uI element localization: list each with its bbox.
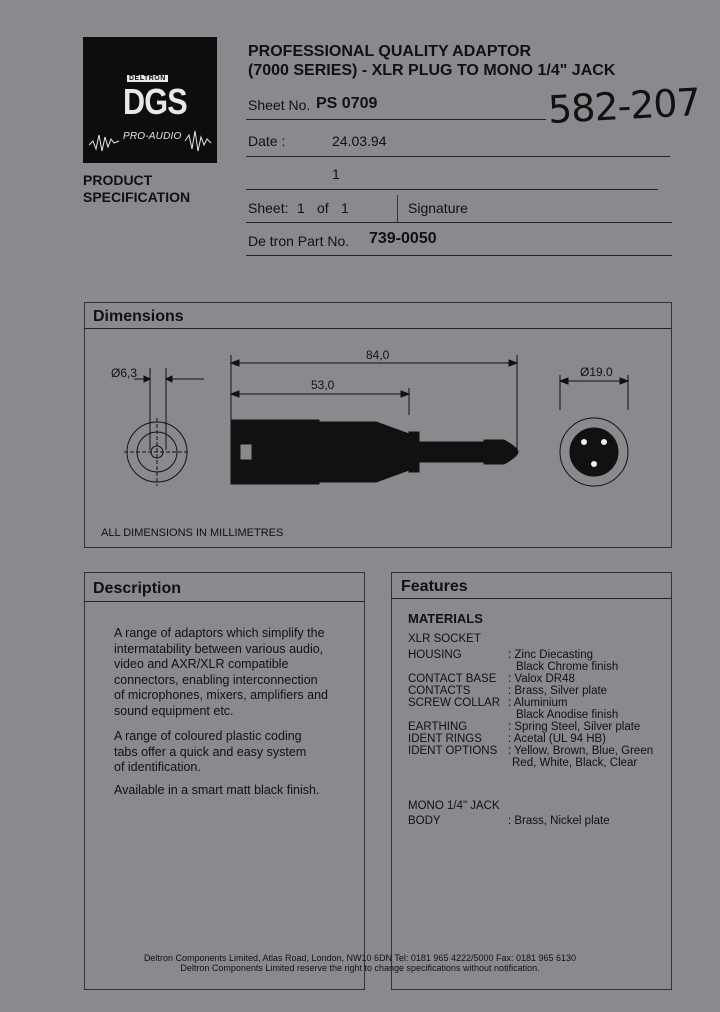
divider	[397, 195, 398, 223]
logo-brand-top: DELTRON	[129, 75, 166, 82]
xlr-end-view	[560, 375, 628, 486]
material-row: SCREW COLLAR : Aluminium	[408, 697, 568, 709]
description-paragraph: A range of adaptors which simplify the intermatability between various audio, video and AXR/XLR compatible connectors, enabling interconnection of microphones, mixers, amplifiers and sound equipment etc.	[114, 626, 328, 718]
date-value: 24.03.94	[332, 133, 387, 149]
material-row: Black Chrome finish	[516, 661, 619, 673]
footer-address: Deltron Components Limited, Atlas Road, London, NW10 6DN Tel: 0181 965 4222/5000 Fax: 0181 965 6130	[143, 953, 577, 963]
divider	[84, 328, 671, 329]
sheet-no-label: Sheet No.	[248, 97, 311, 113]
material-row: IDENT RINGS : Acetal (UL 94 HB)	[408, 733, 607, 745]
xlr-socket-heading: XLR SOCKET	[408, 633, 481, 645]
material-row: Red, White, Black, Clear	[512, 757, 638, 769]
adaptor-side-view	[231, 355, 518, 484]
divider	[246, 222, 672, 223]
material-row: Black Anodise finish	[516, 709, 619, 721]
divider	[391, 598, 671, 599]
xlr-diameter-label: Ø19.0	[580, 365, 613, 379]
description-heading: Description	[93, 580, 182, 597]
logo-brand-sub: PRO-AUDIO	[123, 131, 182, 142]
material-row: EARTHING : Spring Steel, Silver plate	[408, 721, 641, 733]
date-label: Date :	[248, 133, 286, 149]
dimensions-note: ALL DIMENSIONS IN MILLIMETRES	[101, 527, 284, 539]
features-heading: Features	[401, 578, 468, 595]
sheet-no-value: PS 0709	[316, 95, 378, 112]
description-paragraph: A range of coloured plastic coding tabs offer a quick and easy system of identification.	[114, 729, 307, 774]
issue-no-value: 1	[332, 166, 340, 182]
footer-disclaimer: Deltron Components Limited reserve the right to change specifications without notification.	[180, 963, 540, 973]
of-label: of	[317, 200, 329, 216]
materials-heading: MATERIALS	[408, 611, 483, 626]
divider	[84, 601, 364, 602]
of-value: 1	[341, 200, 349, 216]
divider	[246, 255, 672, 256]
logo-waveform-icon	[89, 121, 213, 157]
dimensions-heading: Dimensions	[93, 308, 184, 325]
part-no-label: De tron Part No.	[248, 233, 350, 249]
divider	[246, 156, 670, 157]
material-row: IDENT OPTIONS : Yellow, Brown, Blue, Green	[408, 745, 654, 757]
material-row: CONTACT BASE : Valox DR48	[408, 673, 575, 685]
logo-brand-main: DGS	[123, 81, 187, 122]
material-row: BODY : Brass, Nickel plate	[408, 815, 610, 827]
jack-end-view	[124, 368, 204, 486]
sheet-value: 1	[297, 200, 305, 216]
material-row: HOUSING : Zinc Diecasting	[408, 649, 594, 661]
divider	[246, 119, 546, 120]
overall-length-label: 84,0	[366, 348, 390, 362]
signature-label: Signature	[408, 200, 468, 216]
company-logo	[83, 37, 217, 163]
xlr-materials-list	[408, 649, 668, 769]
material-row: CONTACTS : Brass, Silver plate	[408, 685, 608, 697]
jack-materials-list	[408, 815, 668, 827]
document-title: PROFESSIONAL QUALITY ADAPTOR (7000 SERIES) - XLR PLUG TO MONO 1/4" JACK	[248, 43, 616, 79]
description-paragraph: Available in a smart matt black finish.	[114, 783, 320, 797]
dimensions-drawing	[84, 330, 670, 530]
part-no-value: 739-0050	[369, 230, 437, 247]
jack-diameter-label: Ø6,3	[111, 366, 138, 380]
handwritten-part-number: 582-207	[546, 80, 701, 132]
body-length-label: 53,0	[311, 378, 335, 392]
divider	[246, 189, 658, 190]
product-specification-label: PRODUCT SPECIFICATION	[83, 172, 191, 205]
sheet-label: Sheet:	[248, 200, 289, 216]
mono-jack-heading: MONO 1/4" JACK	[408, 800, 500, 812]
